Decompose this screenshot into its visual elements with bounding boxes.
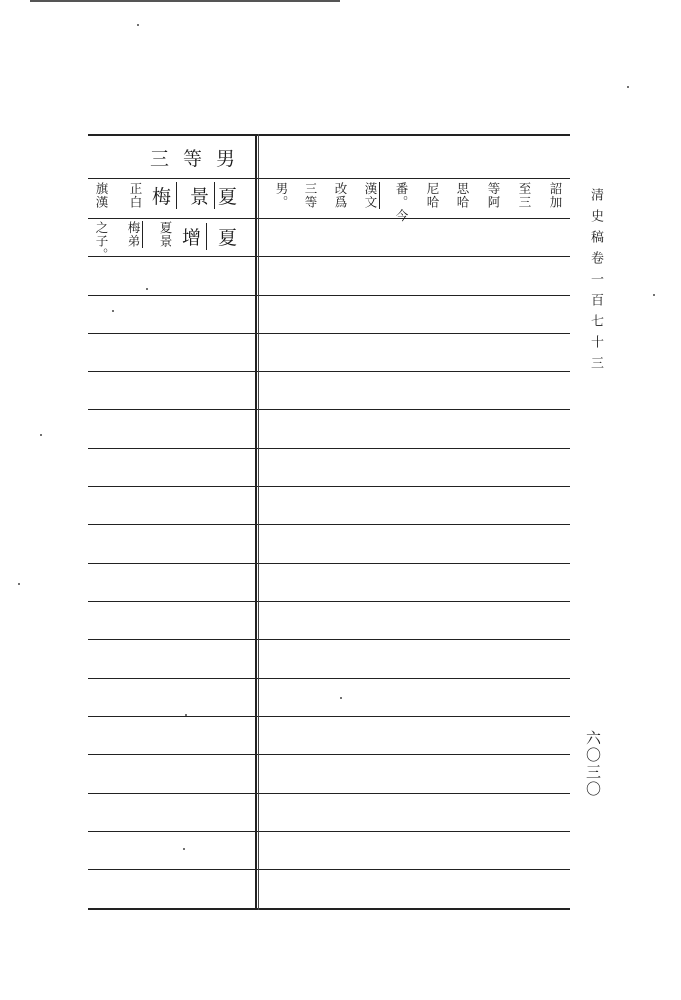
holder-row-2	[88, 218, 255, 262]
decree-column: 番。今	[394, 182, 409, 223]
holder-row-1	[88, 178, 255, 218]
decree-column: 詔加	[548, 182, 563, 209]
row-rule	[88, 524, 570, 525]
row-rule	[88, 831, 570, 832]
scan-speck	[653, 294, 655, 296]
row-rule	[88, 793, 570, 794]
scan-speck	[183, 848, 185, 850]
row-rule	[88, 563, 570, 564]
row-rule	[88, 754, 570, 755]
scan-speck	[146, 288, 148, 290]
page-number: 六〇三〇	[584, 730, 602, 798]
holder-note: 旗漢	[94, 182, 109, 209]
scan-speck	[137, 24, 139, 26]
scan-edge-line	[30, 0, 340, 2]
holder-note: 正白	[128, 182, 143, 209]
holder-note: 之子。	[94, 221, 109, 262]
scan-speck	[40, 434, 42, 436]
holder-name-char: 夏	[218, 227, 240, 249]
holder-name-char: 梅	[152, 182, 177, 209]
decree-column: 改爲	[333, 182, 348, 209]
row-rule	[88, 678, 570, 679]
row-rule	[88, 448, 570, 449]
holder-note: 梅弟	[126, 221, 141, 248]
decree-column: 男。	[274, 182, 289, 209]
column-divider	[255, 134, 257, 910]
book-title: 清史稿卷一百七十三	[588, 188, 603, 377]
row-rule	[88, 295, 570, 296]
table-bottom-rule	[88, 908, 570, 910]
row-rule	[88, 409, 570, 410]
holder-name-char: 景	[190, 182, 215, 209]
row-rule	[88, 601, 570, 602]
scan-speck	[185, 714, 187, 716]
row-rule	[88, 869, 570, 870]
row-rule	[88, 371, 570, 372]
rank-title: 三等男	[150, 148, 250, 170]
decree-column: 思哈	[455, 182, 470, 209]
scan-speck	[18, 583, 20, 585]
decree-column: 漢文	[363, 182, 378, 209]
decree-column: 至三	[517, 182, 532, 209]
decree-column: 尼哈	[425, 182, 440, 209]
row-rule	[88, 486, 570, 487]
table-top-rule	[88, 134, 570, 136]
holder-note: 夏景	[158, 221, 173, 248]
row-rule	[88, 716, 570, 717]
row-rule	[88, 256, 570, 257]
column-divider-inner	[258, 134, 259, 910]
row-rule	[88, 639, 570, 640]
scan-speck	[627, 86, 629, 88]
decree-column: 等阿	[486, 182, 501, 209]
decree-column: 三等	[303, 182, 318, 209]
row-rule	[88, 333, 570, 334]
scan-speck	[340, 697, 342, 699]
holder-name-char: 增	[182, 223, 207, 250]
scan-speck	[112, 310, 114, 312]
holder-name-char: 夏	[218, 186, 240, 208]
